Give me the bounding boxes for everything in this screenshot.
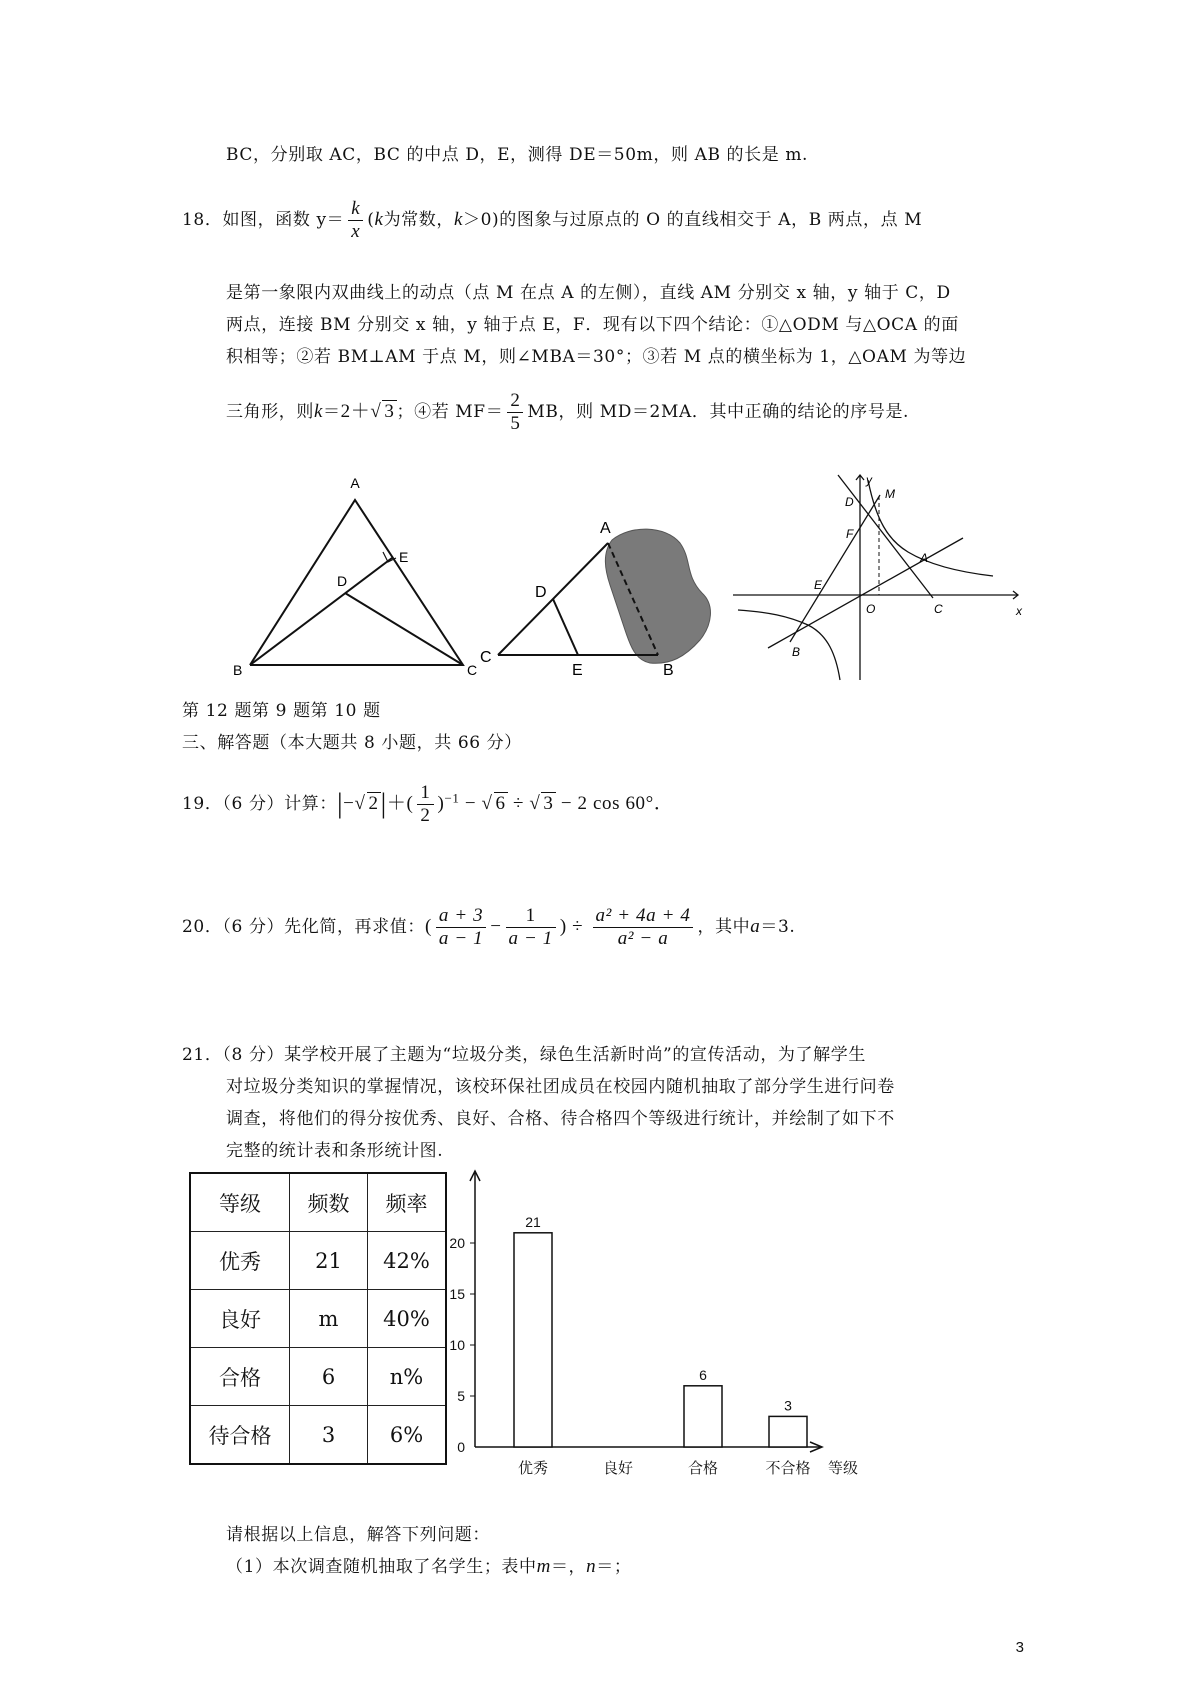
label-o: O (866, 602, 876, 616)
frac-denominator: a − 1 (506, 927, 556, 950)
y-tick-label: 20 (449, 1235, 465, 1251)
table-cell: 21 (290, 1232, 368, 1290)
sqrt-sign: √ (370, 401, 382, 422)
bar-chart (435, 1165, 910, 1485)
label-f: F (846, 527, 854, 541)
frac-numerator: 1 (525, 905, 536, 926)
q18-line2: 是第一象限内双曲线上的动点（点 M 在点 A 的左侧），直线 AM 分别交 x 轴，y 轴于 C，D (226, 283, 951, 303)
part1-var: m (536, 1556, 551, 1577)
q19-exponent: −1 (444, 790, 460, 806)
part1-text: ＝； (596, 1557, 632, 1577)
q18-text: ( (367, 210, 375, 230)
q19-math: − (459, 793, 482, 814)
q20-text: ，其中 (697, 917, 751, 937)
sqrt-sign: √ (354, 793, 366, 814)
q17-text: BC，分别取 AC，BC 的中点 D，E，测得 DE＝50m，则 AB 的长是 m. (226, 145, 809, 165)
label-c: C (480, 649, 492, 666)
figure-12-triangle (215, 470, 485, 680)
frac-denominator: a − 1 (436, 927, 486, 950)
q19-math: − (343, 793, 355, 814)
table-header-cell: 频数 (290, 1173, 368, 1232)
label-d: D (845, 495, 854, 509)
bar (769, 1416, 807, 1447)
figure-10-hyperbola (728, 470, 1028, 685)
frac-numerator: a² + 4a + 4 (595, 905, 691, 926)
q18-text: ＝ (323, 402, 341, 422)
table-cell: 40% (368, 1290, 447, 1348)
q18-fraction-2 (507, 390, 523, 435)
bar (684, 1386, 722, 1447)
q20-text: ＝3. (760, 917, 796, 937)
section-heading: 三、解答题（本大题共 8 小题，共 66 分） (182, 733, 522, 753)
q19-math: ) (437, 793, 445, 814)
q18-line4: 积相等；②若 BM⊥AM 于点 M，则∠MBA＝30°；③若 M 点的横坐标为 1，△OAM 为等边 (226, 347, 967, 367)
table-header-cell: 等级 (190, 1173, 290, 1232)
table-header-row (190, 1173, 446, 1232)
q19-line (182, 782, 673, 827)
label-b: B (663, 662, 674, 675)
q18-line3: 两点，连接 BM 分别交 x 轴，y 轴于点 E，F．现有以下四个结论：①△ODM 与△OCA 的面 (226, 315, 959, 335)
q18-var: k (374, 209, 384, 230)
abs-bar: | (380, 788, 387, 820)
q20-math: − (490, 916, 502, 937)
table-header-cell: 频率 (368, 1173, 447, 1232)
q20-var: a (750, 916, 761, 937)
segment-dc (345, 593, 463, 665)
page-number: 3 (1015, 1639, 1024, 1656)
label-e: E (399, 549, 409, 565)
hyperbola-branch-2 (738, 610, 840, 680)
x-tick-label: 不合格 (765, 1460, 811, 1477)
bar-data-label: 6 (699, 1366, 707, 1383)
x-tick-label: 合格 (687, 1460, 719, 1477)
table-cell: 3 (290, 1406, 368, 1465)
table-row (190, 1290, 446, 1348)
table-row (190, 1348, 446, 1406)
q21-part1 (226, 1552, 631, 1578)
table-cell: 6 (290, 1348, 368, 1406)
label-a: A (600, 520, 611, 537)
q20-math: ) ÷ (559, 916, 589, 937)
sqrt-sign: √ (529, 793, 541, 814)
segment-be (250, 558, 392, 665)
sqrt-radicand: 3 (384, 401, 395, 422)
sqrt-radicand: 3 (543, 793, 554, 814)
pond-shape (605, 529, 710, 663)
q19-label: 19．（6 分）计算： (182, 794, 337, 814)
label-a: A (920, 551, 929, 565)
bar-data-label: 21 (525, 1213, 541, 1230)
x-axis-label: 等级 (827, 1460, 859, 1477)
label-d: D (535, 584, 547, 601)
y-tick-label: 15 (449, 1286, 465, 1302)
x-tick-label: 良好 (602, 1460, 634, 1477)
q18-text: 三角形，则 (226, 402, 314, 422)
q18-text: ＞0)的图象与过原点的 O 的直线相交于 A，B 两点，点 M (463, 210, 923, 230)
table-cell: 42% (368, 1232, 447, 1290)
part1-var: n (586, 1556, 597, 1577)
table-row (190, 1232, 446, 1290)
label-e: E (814, 578, 823, 592)
q20-line (182, 905, 795, 950)
y-tick-label: 10 (449, 1337, 465, 1353)
frac-denominator: 2 (417, 804, 433, 827)
q18-var: k (453, 209, 464, 230)
y-tick-label: 5 (457, 1388, 465, 1404)
q21-line4: 完整的统计表和条形统计图. (226, 1141, 444, 1161)
q19-fraction (417, 782, 433, 827)
label-x: x (1016, 604, 1022, 618)
frac-numerator: 1 (420, 782, 431, 803)
table-cell: 6% (368, 1406, 447, 1465)
table-cell: 待合格 (190, 1406, 290, 1465)
q19-math: − 2 cos 60°． (555, 793, 674, 814)
q18-var: k (314, 401, 324, 422)
line-bm (790, 495, 880, 642)
part1-text: ＝， (550, 1557, 587, 1577)
q18-text: 为常数， (383, 210, 454, 230)
q20-fraction-3 (593, 905, 694, 950)
q18-text: 如图，函数 y＝ (222, 210, 345, 230)
x-tick-label: 优秀 (517, 1460, 549, 1477)
frac-numerator: k (351, 198, 361, 219)
label-a: A (350, 475, 360, 491)
label-c: C (467, 662, 478, 678)
table-cell: 良好 (190, 1290, 290, 1348)
frac-denominator: 5 (507, 412, 523, 435)
part1-text: （1）本次调查随机抽取了名学生；表中 (226, 1557, 537, 1577)
q18-text: ；④若 MF＝ (396, 402, 504, 422)
frac-numerator: 2 (510, 390, 521, 411)
sqrt-radicand: 6 (495, 793, 506, 814)
q18-math: 2＋ (340, 401, 371, 422)
label-e: E (572, 662, 583, 675)
q19-math: ＋( (386, 793, 414, 814)
segment-de (553, 599, 578, 655)
label-b: B (233, 662, 243, 678)
label-d: D (337, 573, 348, 589)
table-cell: 合格 (190, 1348, 290, 1406)
q18-number: 18． (182, 210, 223, 230)
table-cell: n% (368, 1348, 447, 1406)
q21-line1: 21．（8 分）某学校开展了主题为“垃圾分类，绿色生活新时尚”的宣传活动，为了解学生 (182, 1045, 866, 1065)
figure-caption: 第 12 题第 9 题第 10 题 (182, 701, 381, 721)
table-cell: m (290, 1290, 368, 1348)
q20-fraction-2 (506, 905, 556, 950)
q19-math: ÷ (507, 793, 530, 814)
abs-bar: | (336, 788, 344, 820)
sqrt-radicand: 2 (368, 793, 379, 814)
table-row (190, 1406, 446, 1465)
q18-text: MB，则 MD＝2MA．其中正确的结论的序号是. (527, 402, 910, 422)
q18-fraction (348, 198, 363, 243)
label-b: B (792, 645, 801, 659)
q21-prompt: 请根据以上信息，解答下列问题： (226, 1525, 490, 1545)
figure-9-pond (480, 505, 730, 675)
y-tick-label: 0 (457, 1439, 465, 1455)
frac-denominator: a² − a (593, 927, 694, 950)
q21-line2: 对垃圾分类知识的掌握情况，该校环保社团成员在校园内随机抽取了部分学生进行问卷 (226, 1077, 895, 1097)
label-c: C (934, 602, 943, 616)
stats-table (189, 1172, 447, 1465)
line-ab (768, 538, 963, 648)
table-cell: 优秀 (190, 1232, 290, 1290)
q20-fraction-1 (436, 905, 486, 950)
frac-denominator: x (348, 220, 363, 243)
bar (514, 1233, 552, 1447)
q20-label: 20．（6 分）先化简，再求值： (182, 917, 425, 937)
q18-line5 (226, 390, 909, 435)
q21-line3: 调查，将他们的得分按优秀、良好、合格、待合格四个等级进行统计，并绘制了如下不 (226, 1109, 895, 1129)
frac-numerator: a + 3 (438, 905, 484, 926)
q20-math: ( (424, 916, 432, 937)
sqrt-sign: √ (481, 793, 493, 814)
label-y: y (866, 473, 872, 487)
label-m: M (885, 487, 895, 501)
bar-data-label: 3 (784, 1397, 792, 1414)
q18-line1 (182, 198, 922, 243)
